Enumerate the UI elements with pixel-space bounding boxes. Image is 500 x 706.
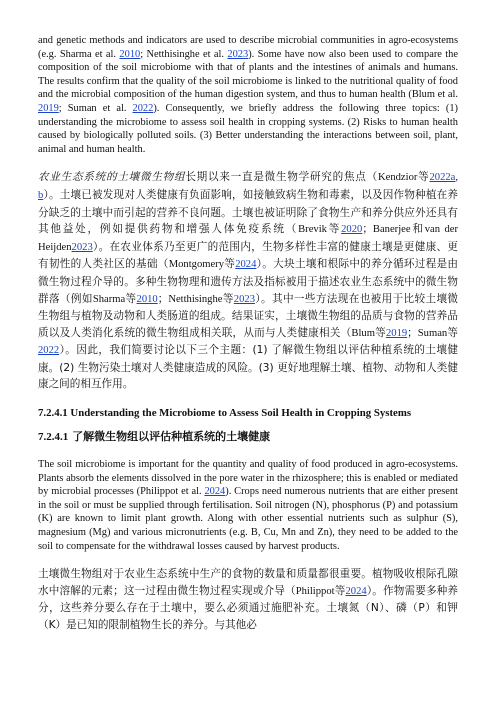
- text-run: ,: [455, 172, 459, 184]
- text-run: ）。因此，我们简要讨论以下三个主题：(1) 了解微生物组以评估种植系统的土壤健康。(2) 生物污染土壤对人类健康造成的风险。(3) 更好地理解土壤、植物、动物和人类健康之间的相互作用。: [38, 344, 458, 391]
- citation-author: Montgomery等: [168, 259, 236, 271]
- paragraph-chinese-intro: [38, 169, 458, 393]
- citation-link[interactable]: 2024: [204, 486, 226, 498]
- section-heading-english: 7.2.4.1 Understanding the Microbiome to Assess Soil Health in Cropping Systems: [38, 407, 412, 420]
- citation-link[interactable]: 2024: [235, 259, 257, 271]
- text-run: ；: [157, 292, 169, 305]
- text-run: ）。土壤已被发现对人类健康有负面影响，如接触致病生物和毒素，以及因作物种植在养分缺乏的土壤中而引起的营养不良问题。土壤也被证明除了食物生产和养分供应外还具有其他益处，例如提供药物和增强人体免疫系统（: [38, 188, 458, 236]
- italic-term: 农业生态系统的土壤微生物组: [38, 171, 186, 184]
- citation-link[interactable]: 2022: [38, 345, 60, 357]
- citation-author: Kendzior等: [377, 172, 430, 184]
- text-run: 土壤微生物组对于农业生态系统中生产的食物的数量和质量都很重要。植物吸收根际孔隙水中溶解的元素；这一过程由微生物过程实现或介导（: [38, 568, 458, 597]
- citation-link[interactable]: 2019: [38, 102, 59, 114]
- paragraph-english-intro: [38, 34, 458, 156]
- section-title: 了解微生物组以评估种植系统的土壤健康: [72, 430, 271, 444]
- paragraph-chinese-microbiome: [38, 566, 458, 633]
- text-run: ). Crops need numerous nutrients that are either present in the soil or must be supplied through fertilisation. Soil nitrogen (N), phosphorus (P) and potassium (K) are known to limit plant growth. Along with other essential nutrients such as sulphur (S), magnesium (Mg) and various micronutrients (e.g. B, Cu, Mn and Zn), they need to be added to the soil to compensate for the withdrawal losses caused by harvest products.: [38, 486, 458, 552]
- text-run: ）。其中一些方法现在也被用于比较土壤微生物组与植物及动物和人类肠道的组成。结果证实，土壤微生物组的品质与食物的营养品质以及人类消化系统的微生物组成相关联，从而与人类健康相关（: [38, 292, 459, 339]
- text-run: ；: [407, 326, 418, 339]
- text-run: ）。在农业体系乃至更广的范围内，生物多样性丰富的健康土壤是更健康、更有韧性的人类社区的基础（: [38, 240, 458, 271]
- paragraph-english-microbiome: [38, 458, 458, 553]
- text-run: ). Some have now also been used to compare the composition of the soil microbiome with that of plants and the intestines of animals and humans. The results confirm that the quality of the soil microbiome is linked to the nutritional quality of food and the microbial composition of the human digestion system, and thus to human health (Blum et al.: [38, 48, 458, 101]
- citation-link[interactable]: 2023: [233, 293, 255, 305]
- text-run: ; Netthisinghe et al.: [140, 48, 228, 60]
- citation-author: Netthisinghe等: [168, 293, 234, 305]
- citation-link[interactable]: b: [38, 189, 44, 201]
- citation-author: Brevik等: [298, 224, 342, 236]
- citation-link[interactable]: 2019: [385, 327, 408, 339]
- citation-link[interactable]: 2010: [136, 293, 158, 305]
- citation-author: Banerjee和van der Heijden: [38, 224, 458, 253]
- citation-author: Suman等: [417, 327, 459, 339]
- citation-link[interactable]: 2020: [341, 224, 363, 236]
- text-run: ; Suman et al.: [58, 102, 133, 114]
- section-number: 7.2.4.1: [38, 431, 69, 444]
- citation-link[interactable]: 2023: [227, 48, 249, 60]
- text-run: and genetic methods and indicators are used to describe microbial communities in agro-ecosystems (e.g. Sharma et al.: [38, 35, 458, 60]
- citation-author: Sharma等: [92, 293, 137, 305]
- text-run: The soil microbiome is important for the quantity and quality of food produced in agro-ecosystems. Plants absorb the elements dissolved in the pore water in the rhizosphere; this is enabled or mediated by microbial processes (Philippot et al.: [38, 459, 458, 498]
- text-run: ）。大块土壤和根际中的养分循环过程是由微生物过程介导的。多种生物物理和遗传方法及指标被用于描述农业生态系统中的微生物群落（例如: [38, 258, 459, 305]
- text-run: 长期以来一直是微生物学研究的焦点（: [185, 171, 378, 184]
- citation-author: Blum等: [351, 327, 386, 339]
- citation-link[interactable]: 2024: [345, 585, 367, 597]
- citation-link[interactable]: 2022a: [429, 172, 456, 184]
- text-run: ；: [362, 223, 373, 236]
- citation-link[interactable]: 2010: [119, 48, 141, 60]
- citation-link[interactable]: 2023: [71, 241, 93, 253]
- section-heading-chinese: [38, 429, 458, 445]
- citation-link[interactable]: 2022: [132, 102, 154, 114]
- text-run: ）。作物需要多种养分，这些养分要么存在于土壤中，要么必须通过施肥补充。土壤氮（N）、磷（P）和钾（K）是已知的限制植物生长的养分。与其他必: [38, 584, 459, 631]
- text-run: ). Consequently, we briefly address the following three topics: (1) understanding the microbiome to assess soil health in cropping systems. (2) Risks to human health caused by biologically polluted soils. (3) Better understanding the interactions between soil, plant, animal and human health.: [38, 102, 458, 155]
- citation-author: Philippot等: [295, 585, 346, 597]
